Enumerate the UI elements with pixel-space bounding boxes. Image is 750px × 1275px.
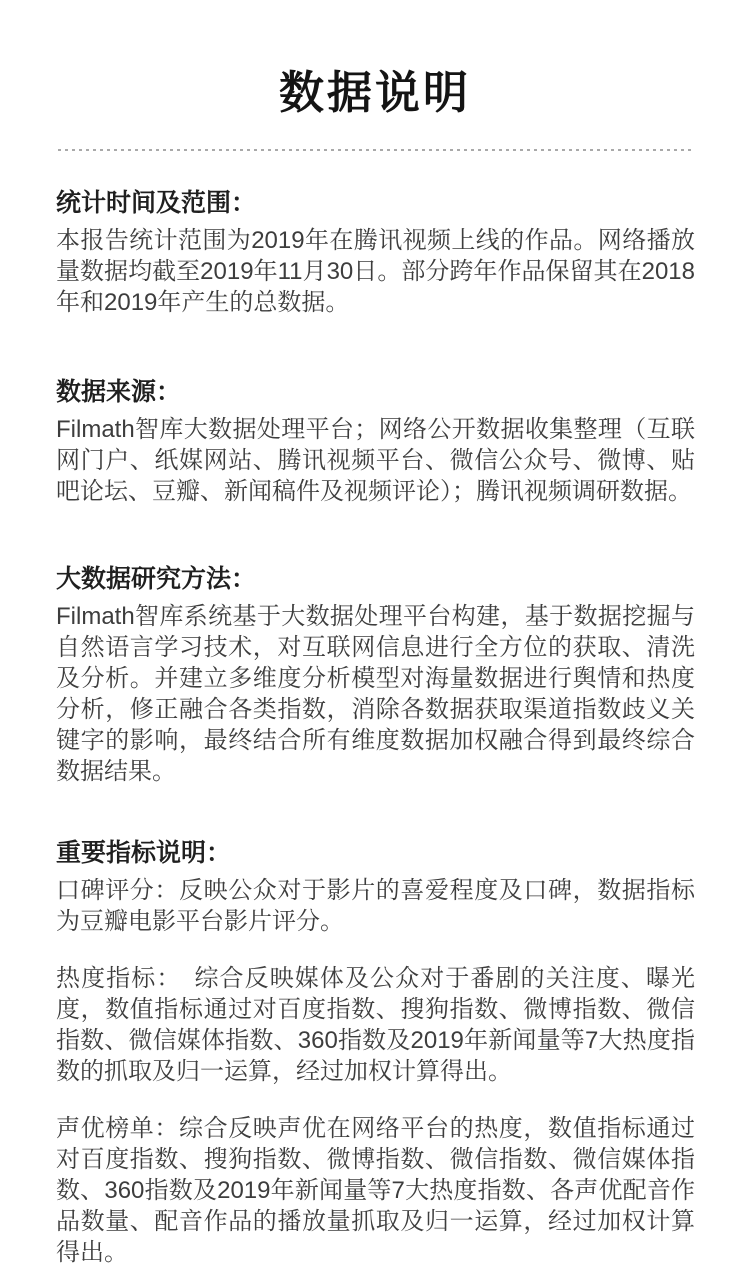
section-heading-research-method: 大数据研究方法： (56, 565, 257, 593)
page-content (56, 187, 695, 1268)
section-heading-data-source: 数据来源： (56, 378, 182, 406)
section-paragraph: 本报告统计范围为2019年在腾讯视频上线的作品。网络播放量数据均截至2019年11月30日。部分跨年作品保留其在2018年和2019年产生的总数据。 (56, 227, 695, 316)
paragraph-heat-index: 热度指标： 综合反映媒体及公众对于番剧的关注度、曝光度，数值指标通过对百度指数、搜狗指数、微博指数、微信指数、微信媒体指数、360指数及2019年新闻量等7大热度指数的抓取及归一运算，经过加权计算得出。 (56, 965, 695, 1085)
paragraph-word-of-mouth-score: 口碑评分：反映公众对于影片的喜爱程度及口碑，数据指标为豆瓣电影平台影片评分。 (56, 877, 695, 935)
dotted-divider (58, 149, 695, 151)
paragraph-voice-actor-ranking: 声优榜单：综合反映声优在网络平台的热度，数值指标通过对百度指数、搜狗指数、微博指数、微信指数、微信媒体指数、360指数及2019年新闻量等7大热度指数、各声优配音作品数量、配音作品的播放量抓取及归一运算，经过加权计算得出。 (56, 1115, 695, 1266)
page-title: 数据说明 (278, 67, 471, 118)
section-paragraph: Filmath智库大数据处理平台；网络公开数据收集整理（互联网门户、纸媒网站、腾讯视频平台、微信公众号、微博、贴吧论坛、豆瓣、新闻稿件及视频评论）；腾讯视频调研数据。 (56, 416, 695, 505)
section-stat-time-scope (56, 187, 695, 318)
section-key-indicators (56, 837, 695, 1268)
section-research-method (56, 563, 695, 787)
section-data-source (56, 376, 695, 507)
section-heading-key-indicators: 重要指标说明： (56, 839, 232, 867)
section-heading-stat-time-scope: 统计时间及范围： (56, 189, 257, 217)
section-paragraph: Filmath智库系统基于大数据处理平台构建，基于数据挖掘与自然语言学习技术，对互联网信息进行全方位的获取、清洗及分析。并建立多维度分析模型对海量数据进行舆情和热度分析，修正融合各类指数，消除各数据获取渠道指数歧义关键字的影响，最终结合所有维度数据加权融合得到最终综合数据结果。 (56, 603, 695, 785)
